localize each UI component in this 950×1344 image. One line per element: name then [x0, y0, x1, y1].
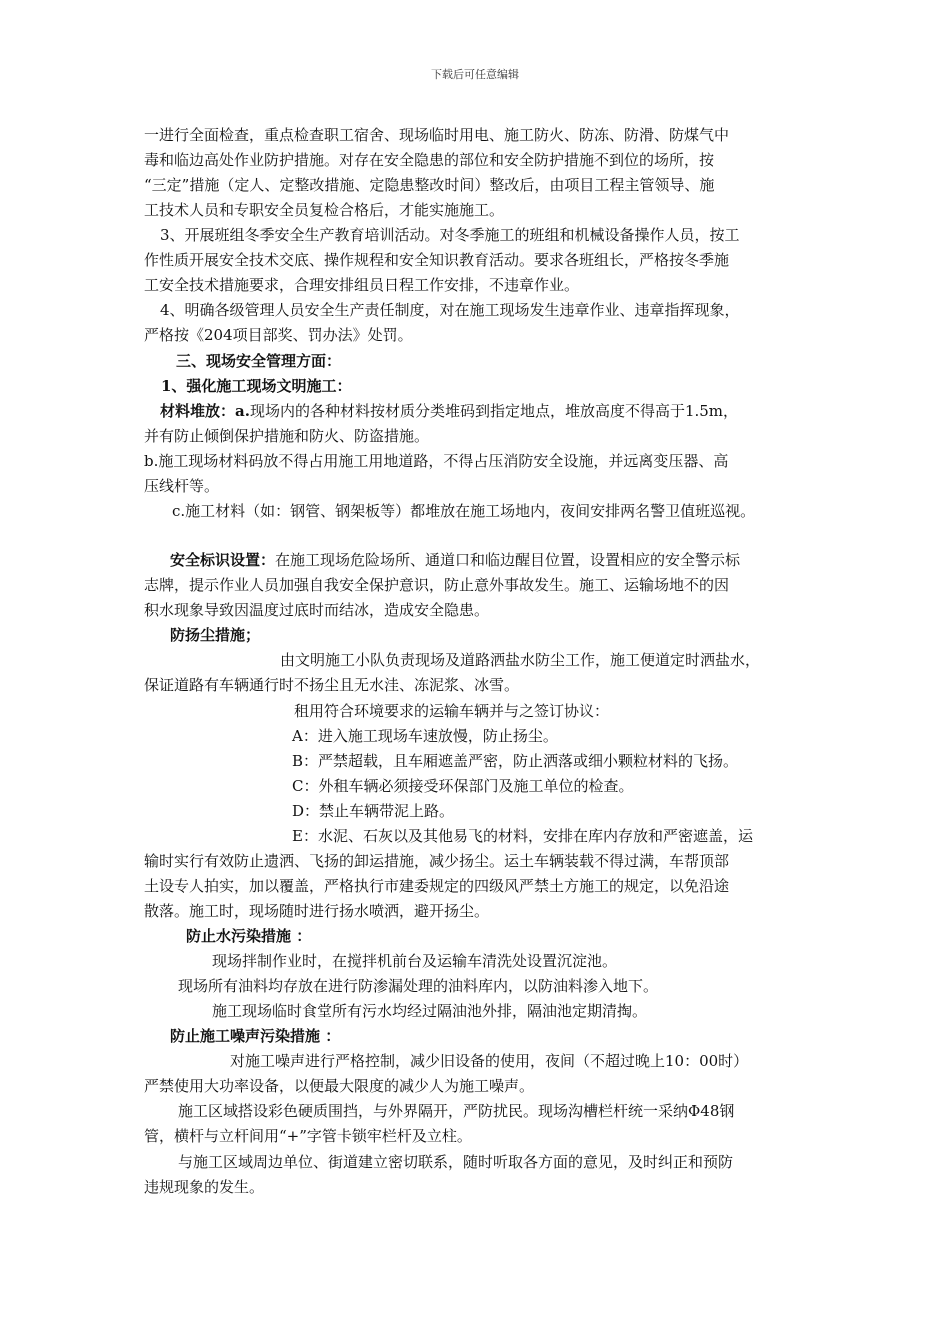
text-line: [144, 450, 728, 472]
line-text: 输时实行有效防止遗洒、飞扬的卸运措施，减少扬尘。运土车辆装载不得过满，车帮顶部: [144, 852, 730, 870]
text-line: [144, 124, 729, 146]
text-line: [144, 599, 489, 621]
line-text: D：禁止车辆带泥上路。: [292, 802, 455, 820]
line-text: b.施工现场材料码放不得占用施工用地道路，不得占压消防安全设施，并远离变压器、高: [144, 452, 729, 470]
text-line: [144, 425, 429, 447]
text-line: [292, 750, 738, 772]
line-text: “三定”措施（定人、定整改措施、定隐患整改时间）整改后，由项目工程主管领导、施: [144, 176, 715, 194]
text-line: [144, 1075, 534, 1097]
text-line: [292, 825, 753, 847]
line-text: 对施工噪声进行严格控制，减少旧设备的使用，夜间（不超过晚上10：00时）: [230, 1052, 749, 1070]
text-line: [176, 350, 341, 372]
text-line: [294, 700, 609, 722]
text-line: [161, 375, 351, 397]
text-line: [144, 249, 729, 271]
line-text: 三、现场安全管理方面：: [176, 352, 342, 370]
text-line: [292, 775, 633, 797]
line-text: 积水现象导致因温度过底时而结冰，造成安全隐患。: [144, 601, 490, 619]
text-line: [178, 975, 658, 997]
text-line: [144, 324, 413, 346]
line-text: 现场内的各种材料按材质分类堆码到指定地点，堆放高度不得高于1.5m，: [249, 402, 739, 420]
bold-lead: 材料堆放：a.: [160, 402, 250, 420]
line-text: 防扬尘措施；: [170, 626, 261, 644]
line-text: E：水泥、石灰以及其他易飞的材料，安排在库内存放和严密遮盖，运: [292, 827, 753, 845]
text-line: [170, 549, 740, 571]
line-text: 4、明确各级管理人员安全生产责任制度，对在施工现场发生违章作业、违章指挥现象，: [160, 301, 740, 319]
line-text: 工技术人员和专职安全员复检合格后，才能实施施工。: [144, 201, 505, 219]
text-line: [186, 925, 311, 947]
line-text: 3、开展班组冬季安全生产教育培训活动。对冬季施工的班组和机械设备操作人员，按工: [160, 226, 740, 244]
line-text: 防止施工噪声污染措施 ：: [170, 1027, 341, 1045]
line-text: B：严禁超载，且车厢遮盖严密，防止洒落或细小颗粒材料的飞扬。: [292, 752, 739, 770]
line-text: 保证道路有车辆通行时不扬尘且无水洼、冻泥浆、冰雪。: [144, 676, 520, 694]
text-line: [160, 224, 740, 246]
line-text: 违规现象的发生。: [144, 1178, 265, 1196]
text-line: [292, 725, 558, 747]
text-line: [144, 875, 729, 897]
line-text: 施工区域搭设彩色硬质围挡，与外界隔开，严防扰民。现场沟槽栏杆统一采纳Φ48钢: [178, 1102, 735, 1120]
line-text: 并有防止倾倒保护措施和防火、防盗措施。: [144, 427, 430, 445]
line-text: 1、强化施工现场文明施工：: [161, 377, 352, 395]
text-line: [230, 1050, 748, 1072]
line-text: 在施工现场危险场所、通道口和临边醒目位置，设置相应的安全警示标: [275, 551, 741, 569]
line-text: 一进行全面检查，重点检查职工宿舍、现场临时用电、施工防火、防冻、防滑、防煤气中: [144, 126, 730, 144]
text-line: [172, 500, 755, 522]
line-text: 现场所有油料均存放在进行防渗漏处理的油料库内，以防油料渗入地下。: [178, 977, 659, 995]
text-line: [144, 850, 729, 872]
text-line: [160, 400, 738, 422]
text-line: [144, 199, 504, 221]
text-line: [280, 649, 760, 671]
text-line: [144, 900, 489, 922]
text-line: [212, 1000, 647, 1022]
text-line: [144, 574, 729, 596]
line-text: 施工现场临时食堂所有污水均经过隔油池外排，隔油池定期清掏。: [212, 1002, 648, 1020]
line-text: 严格按《204项目部奖、罚办法》处罚。: [144, 326, 413, 344]
line-text: 作性质开展安全技术交底、操作规程和安全知识教育活动。要求各班组长，严格按冬季施: [144, 251, 730, 269]
text-line: [144, 274, 579, 296]
text-line: [144, 475, 219, 497]
text-line: [144, 149, 714, 171]
text-line: [144, 674, 519, 696]
line-text: c.施工材料（如：钢管、钢架板等）都堆放在施工场地内，夜间安排两名警卫值班巡视。: [172, 502, 756, 520]
text-line: [178, 1151, 733, 1173]
line-text: 防止水污染措施 ：: [186, 927, 312, 945]
line-text: C：外租车辆必须接受环保部门及施工单位的检查。: [292, 777, 634, 795]
text-line: [160, 299, 740, 321]
line-text: 土设专人拍实，加以覆盖，严格执行市建委规定的四级风严禁土方施工的规定，以免沿途: [144, 877, 730, 895]
line-text: 管，横杆与立杆间用“+”字管卡锁牢栏杆及立柱。: [144, 1127, 472, 1145]
line-text: 工安全技术措施要求，合理安排组员日程工作安排，不违章作业。: [144, 276, 580, 294]
line-text: 志牌，提示作业人员加强自我安全保护意识，防止意外事故发生。施工、运输场地不的因: [144, 576, 730, 594]
text-line: [212, 950, 617, 972]
line-text: 与施工区域周边单位、街道建立密切联系，随时听取各方面的意见，及时纠正和预防: [178, 1153, 734, 1171]
line-text: 严禁使用大功率设备，以便最大限度的减少人为施工噪声。: [144, 1077, 535, 1095]
line-text: 散落。施工时，现场随时进行扬水喷洒，避开扬尘。: [144, 902, 490, 920]
line-text: 租用符合环境要求的运输车辆并与之签订协议：: [294, 702, 610, 720]
line-text: 毒和临边高处作业防护措施。对存在安全隐患的部位和安全防护措施不到位的场所，按: [144, 151, 715, 169]
text-line: [144, 1125, 472, 1147]
text-line: [144, 1176, 264, 1198]
text-line: [144, 174, 714, 196]
line-text: 压线杆等。: [144, 477, 220, 495]
text-line: [170, 1025, 340, 1047]
text-line: [170, 624, 260, 646]
line-text: A：进入施工现场车速放慢，防止扬尘。: [292, 727, 558, 745]
line-text: 由文明施工小队负责现场及道路洒盐水防尘工作，施工便道定时洒盐水，: [280, 651, 761, 669]
page-header: 下载后可任意编辑: [431, 68, 519, 81]
text-line: [292, 800, 454, 822]
bold-lead: 安全标识设置：: [170, 551, 276, 569]
text-line: [178, 1100, 734, 1122]
line-text: 现场拌制作业时，在搅拌机前台及运输车清洗处设置沉淀池。: [212, 952, 618, 970]
